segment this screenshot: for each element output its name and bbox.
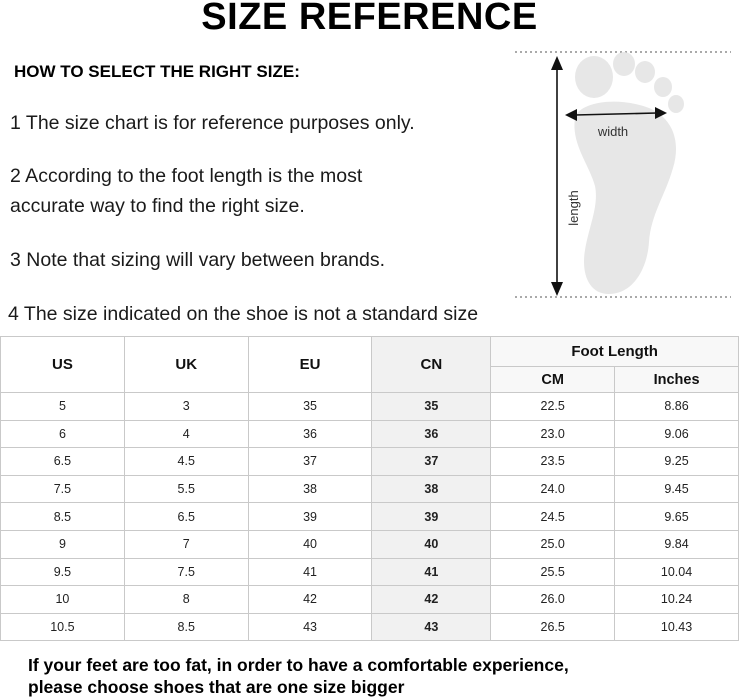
- tip-3: 3 Note that sizing will vary between brands.: [10, 249, 386, 271]
- cell-uk: 4: [124, 420, 248, 448]
- tip-2-line-1: 2 According to the foot length is the most: [10, 165, 363, 187]
- cell-eu: 37: [248, 448, 372, 476]
- cell-inches: 9.45: [615, 475, 739, 503]
- table-row: [1, 475, 739, 503]
- cell-us: 10.5: [1, 613, 125, 641]
- cell-cm: 22.5: [491, 393, 615, 421]
- page-title: SIZE REFERENCE: [201, 0, 538, 38]
- cell-eu: 35: [248, 393, 372, 421]
- header-cm: CM: [491, 367, 615, 393]
- cell-uk: 8: [124, 586, 248, 614]
- note-line-2: please choose shoes that are one size bigger: [28, 677, 405, 697]
- cell-inches: 9.06: [615, 420, 739, 448]
- cell-cn: 35: [372, 393, 491, 421]
- cell-inches: 8.86: [615, 393, 739, 421]
- table-row: [1, 420, 739, 448]
- tip-1: 1 The size chart is for reference purposes only.: [10, 112, 415, 134]
- tip-2-line-2: accurate way to find the right size.: [10, 195, 305, 217]
- cell-cn: 38: [372, 475, 491, 503]
- cell-us: 8.5: [1, 503, 125, 531]
- table-row: [1, 393, 739, 421]
- cell-uk: 7.5: [124, 558, 248, 586]
- table-row: [1, 613, 739, 641]
- cell-uk: 4.5: [124, 448, 248, 476]
- cell-cm: 26.5: [491, 613, 615, 641]
- cell-cn: 43: [372, 613, 491, 641]
- header-eu: EU: [248, 337, 372, 393]
- cell-inches: 9.84: [615, 530, 739, 558]
- cell-cm: 26.0: [491, 586, 615, 614]
- cell-eu: 43: [248, 613, 372, 641]
- foot-measure-diagram: [513, 46, 733, 306]
- cell-cn: 41: [372, 558, 491, 586]
- cell-us: 10: [1, 586, 125, 614]
- cell-inches: 10.24: [615, 586, 739, 614]
- cell-us: 5: [1, 393, 125, 421]
- section-subtitle: HOW TO SELECT THE RIGHT SIZE:: [14, 62, 300, 81]
- cell-cm: 25.0: [491, 530, 615, 558]
- size-chart-table: [0, 336, 739, 641]
- tip-4: 4 The size indicated on the shoe is not a standard size: [8, 303, 479, 325]
- cell-uk: 8.5: [124, 613, 248, 641]
- table-header-row: [1, 337, 739, 367]
- cell-uk: 6.5: [124, 503, 248, 531]
- cell-cn: 40: [372, 530, 491, 558]
- cell-uk: 5.5: [124, 475, 248, 503]
- header-us: US: [1, 337, 125, 393]
- cell-us: 7.5: [1, 475, 125, 503]
- length-arrow: [551, 56, 563, 296]
- cell-eu: 38: [248, 475, 372, 503]
- cell-cn: 36: [372, 420, 491, 448]
- cell-uk: 3: [124, 393, 248, 421]
- cell-inches: 9.25: [615, 448, 739, 476]
- cell-eu: 42: [248, 586, 372, 614]
- cell-inches: 10.04: [615, 558, 739, 586]
- cell-cm: 25.5: [491, 558, 615, 586]
- header-inches: Inches: [615, 367, 739, 393]
- cell-us: 6: [1, 420, 125, 448]
- cell-cm: 24.5: [491, 503, 615, 531]
- cell-us: 9.5: [1, 558, 125, 586]
- cell-cn: 39: [372, 503, 491, 531]
- cell-cm: 23.0: [491, 420, 615, 448]
- tip-2: [10, 161, 362, 221]
- cell-eu: 41: [248, 558, 372, 586]
- sizing-note: [28, 654, 739, 698]
- table-row: [1, 503, 739, 531]
- width-label: width: [597, 124, 629, 139]
- cell-inches: 10.43: [615, 613, 739, 641]
- table-body: [1, 393, 739, 641]
- cell-us: 6.5: [1, 448, 125, 476]
- table-row: [1, 448, 739, 476]
- cell-eu: 39: [248, 503, 372, 531]
- cell-cn: 42: [372, 586, 491, 614]
- cell-inches: 9.65: [615, 503, 739, 531]
- header-foot-length: Foot Length: [491, 337, 739, 367]
- cell-eu: 40: [248, 530, 372, 558]
- table-row: [1, 558, 739, 586]
- cell-uk: 7: [124, 530, 248, 558]
- table-row: [1, 586, 739, 614]
- cell-eu: 36: [248, 420, 372, 448]
- cell-cn: 37: [372, 448, 491, 476]
- cell-cm: 23.5: [491, 448, 615, 476]
- length-label: length: [566, 190, 581, 226]
- note-line-1: If your feet are too fat, in order to have a comfortable experience,: [28, 655, 569, 675]
- header-uk: UK: [124, 337, 248, 393]
- table-row: [1, 530, 739, 558]
- footprint-icon: [574, 52, 684, 294]
- header-cn: CN: [372, 337, 491, 393]
- cell-cm: 24.0: [491, 475, 615, 503]
- cell-us: 9: [1, 530, 125, 558]
